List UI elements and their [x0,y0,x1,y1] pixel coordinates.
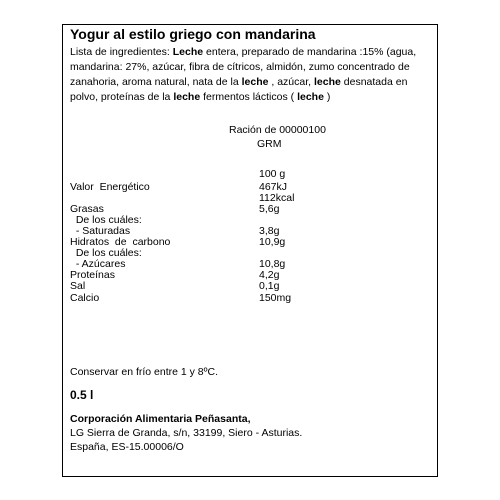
allergen-text: leche [314,76,341,88]
nutrition-per-header: 100 g [259,168,286,180]
company-name: Corporación Alimentaria Peñasanta, [70,413,251,425]
nutrient-label: - Saturadas [70,225,131,237]
nutrient-label: - Azúcares [70,258,126,270]
ingredient-text: entera, preparado de mandarina :15% (agua, mandarina: 27%, azúcar, fibra de cítricos, almidón, zumo concentrado de zanahoria, aroma natural, nata de la [70,46,417,88]
nutrient-value: 150mg [259,292,292,304]
nutrient-label: Sal [70,280,86,292]
nutrient-value: 0,1g [259,280,280,292]
nutrient-label: De los cuáles: [70,247,142,259]
ingredient-text: , azúcar, [268,76,314,88]
ingredient-text: fermentos lácticos ( [200,91,298,103]
nutrient-value: 10,9g [259,236,286,248]
nutrient-value: 467kJ [259,181,288,193]
allergen-text: leche [173,91,201,103]
product-title: Yogur al estilo griego con mandarina [70,26,316,42]
nutrient-value: 4,2g [259,269,280,281]
nutrient-label: Proteínas [70,269,115,281]
allergen-text: Leche [172,46,204,58]
nutrient-label: Grasas [70,203,104,215]
storage-text: Conservar en frío entre 1 y 8ºC. [70,366,218,378]
ingredient-text: desnatada en polvo, proteínas de la [70,76,408,103]
nutrient-label: De los cuáles: [70,214,142,226]
nutrient-value: 112kcal [259,192,295,204]
nutrient-value: 5,6g [259,203,280,215]
company-address: LG Sierra de Granda, s/n, 33199, Siero - Asturias. [70,427,303,439]
allergen-text: leche [297,91,324,103]
nutrient-label: Valor Energético [70,181,150,193]
ingredient-text: ) [323,91,331,103]
portion-unit: GRM [257,138,282,150]
nutrient-value: 10,8g [259,258,286,270]
nutrient-value: 3,8g [259,225,280,237]
volume-text: 0.5 l [70,388,94,402]
allergen-text: leche [241,76,269,88]
ingredients-list [70,45,432,105]
company-country-code: España, ES-15.00006/O [70,441,184,453]
ingredient-text: Lista de ingredientes: [70,46,173,58]
portion-label: Ración de 00000100 [229,124,326,136]
nutrient-label: Calcio [70,292,100,304]
nutrient-label: Hidratos de carbono [70,236,171,248]
